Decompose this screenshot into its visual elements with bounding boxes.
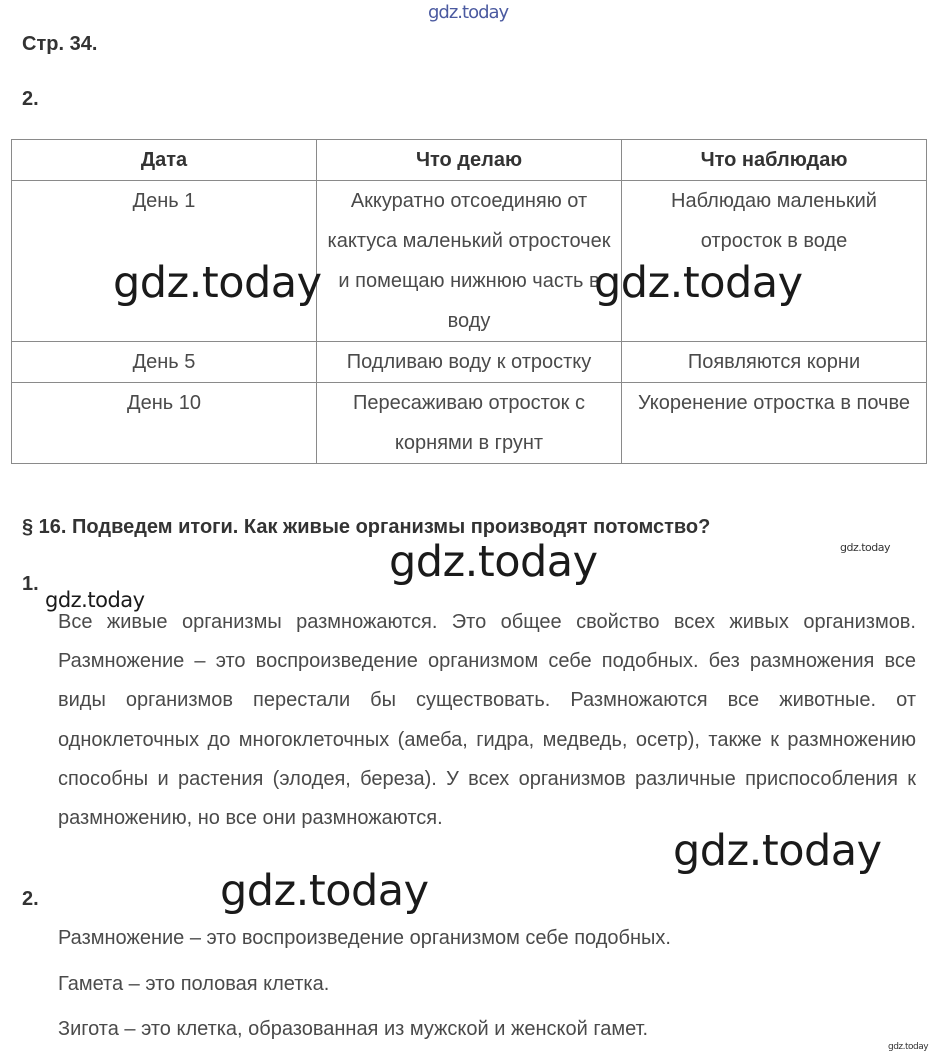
watermark: gdz.today: [840, 541, 891, 554]
watermark: gdz.today: [113, 258, 322, 308]
question-2-number: 2.: [22, 888, 39, 910]
header-date: Дата: [12, 140, 317, 181]
cell-action: Пересаживаю отросток с корнями в грунт: [317, 383, 622, 464]
question-1-answer: Все живые организмы размножаются. Это общее свойство всех живых организмов. Размножение – это воспроизведение организмом себе подобных. без размножения все виды организмов перестали бы существовать. Размножаются все животные. от одноклеточных до многоклеточных (амеба, гидра, медведь, осетр), также к размножению способны и растения (элодея, береза). У всех организмов различные приспособления к размножению, но все они размножаются.: [58, 611, 916, 830]
watermark: gdz.today: [389, 537, 598, 587]
table-header-row: [12, 140, 927, 181]
cell-action: Аккуратно отсоединяю от кактуса маленький отросточек и помещаю нижнюю часть в воду: [317, 181, 622, 342]
cell-observation: Укоренение отростка в почве: [622, 383, 927, 464]
section-title: § 16. Подведем итоги. Как живые организмы производят потомство?: [22, 516, 711, 538]
task-number: 2.: [22, 88, 39, 110]
question-1-number: 1.: [22, 573, 39, 595]
cell-date: День 10: [12, 383, 317, 464]
table-row: [12, 383, 927, 464]
cell-date: День 1: [12, 181, 317, 342]
cell-date: День 5: [12, 342, 317, 383]
watermark: gdz.today: [888, 1042, 929, 1052]
cell-observation: Появляются корни: [622, 342, 927, 383]
watermark: gdz.today: [220, 866, 429, 916]
cell-observation: Наблюдаю маленький отросток в воде: [622, 181, 927, 342]
cell-action: Подливаю воду к отростку: [317, 342, 622, 383]
watermark: gdz.today: [594, 258, 803, 308]
header-observation: Что наблюдаю: [622, 140, 927, 181]
watermark: gdz.today: [673, 826, 882, 876]
header-action: Что делаю: [317, 140, 622, 181]
watermark: gdz.today: [45, 588, 145, 612]
definition-zygote: Зигота – это клетка, образованная из мужской и женской гамет.: [58, 1018, 649, 1040]
page-label: Стр. 34.: [22, 33, 98, 55]
watermark-top: gdz.today: [428, 2, 509, 23]
definition-reproduction: Размножение – это воспроизведение организмом себе подобных.: [58, 927, 671, 949]
definition-gamete: Гамета – это половая клетка.: [58, 973, 330, 995]
table-row: [12, 342, 927, 383]
